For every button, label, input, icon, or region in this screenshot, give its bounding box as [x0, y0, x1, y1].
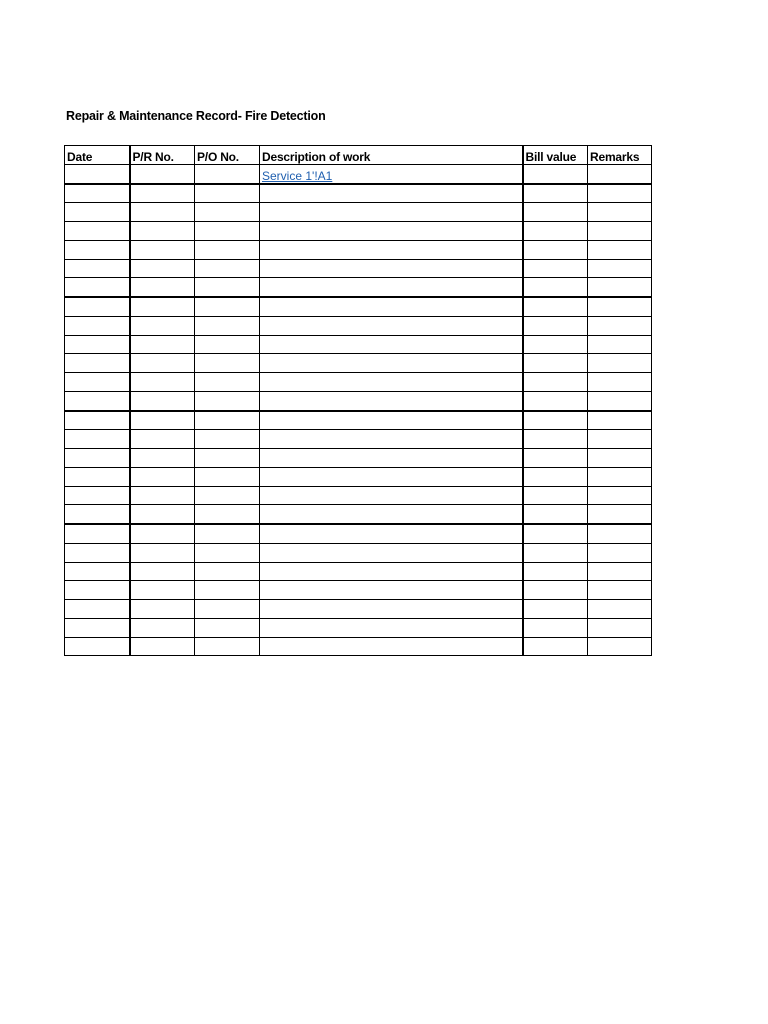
table-row: [65, 524, 652, 543]
cell-po-no: [195, 164, 260, 183]
cell-date: [65, 430, 130, 449]
cell-bill-value: [523, 240, 588, 259]
cell-date: [65, 259, 130, 278]
cell-pr-no: [130, 297, 195, 316]
cell-po-no: [195, 259, 260, 278]
cell-pr-no: [130, 222, 195, 241]
table-row: [65, 618, 652, 637]
cell-description: [260, 600, 523, 619]
cell-remarks: [588, 222, 652, 241]
cell-description: [260, 297, 523, 316]
table-row: [65, 637, 652, 656]
cell-remarks: [588, 637, 652, 656]
cell-date: [65, 203, 130, 222]
cell-bill-value: [523, 505, 588, 524]
cell-bill-value: [523, 562, 588, 581]
cell-bill-value: [523, 486, 588, 505]
cell-remarks: [588, 184, 652, 203]
cell-remarks: [588, 316, 652, 335]
table-row: [65, 543, 652, 562]
cell-po-no: [195, 562, 260, 581]
table-row: [65, 600, 652, 619]
cell-po-no: [195, 618, 260, 637]
table-row: [65, 411, 652, 430]
cell-pr-no: [130, 354, 195, 373]
cell-description: [260, 637, 523, 656]
cell-remarks: [588, 562, 652, 581]
cell-date: [65, 354, 130, 373]
cell-description: [260, 391, 523, 410]
cell-description: [260, 222, 523, 241]
cell-bill-value: [523, 637, 588, 656]
cell-bill-value: [523, 164, 588, 183]
cell-description: [260, 581, 523, 600]
cell-date: [65, 391, 130, 410]
cell-description: [260, 354, 523, 373]
cell-date: [65, 543, 130, 562]
header-pr-no: P/R No.: [130, 146, 195, 165]
cell-pr-no: [130, 581, 195, 600]
cell-remarks: [588, 505, 652, 524]
cell-bill-value: [523, 391, 588, 410]
cell-bill-value: [523, 354, 588, 373]
cell-remarks: [588, 581, 652, 600]
cell-description: [260, 486, 523, 505]
header-row: [65, 146, 652, 165]
cell-po-no: [195, 505, 260, 524]
cell-po-no: [195, 184, 260, 203]
cell-date: [65, 278, 130, 297]
cell-po-no: [195, 637, 260, 656]
cell-bill-value: [523, 222, 588, 241]
table-row: [65, 562, 652, 581]
maintenance-record-table: [64, 145, 652, 656]
cell-date: [65, 637, 130, 656]
cell-bill-value: [523, 297, 588, 316]
cell-bill-value: [523, 600, 588, 619]
cell-po-no: [195, 297, 260, 316]
cell-po-no: [195, 449, 260, 468]
cell-date: [65, 600, 130, 619]
table-row: [65, 259, 652, 278]
cell-pr-no: [130, 373, 195, 392]
cell-description: [260, 203, 523, 222]
table-row: [65, 297, 652, 316]
table-row: [65, 335, 652, 354]
cell-po-no: [195, 524, 260, 543]
cell-description: [260, 543, 523, 562]
cell-remarks: [588, 449, 652, 468]
cell-remarks: [588, 373, 652, 392]
cell-pr-no: [130, 524, 195, 543]
table-row: [65, 278, 652, 297]
header-bill-value: Bill value: [523, 146, 588, 165]
header-po-no: P/O No.: [195, 146, 260, 165]
table-row: [65, 505, 652, 524]
cell-description: [260, 562, 523, 581]
cell-description: [260, 278, 523, 297]
cell-po-no: [195, 486, 260, 505]
cell-po-no: [195, 430, 260, 449]
cell-po-no: [195, 203, 260, 222]
cell-remarks: [588, 618, 652, 637]
cell-description: [260, 449, 523, 468]
cell-description: [260, 240, 523, 259]
cell-date: [65, 486, 130, 505]
cell-remarks: [588, 467, 652, 486]
table-row: [65, 467, 652, 486]
table-row: [65, 486, 652, 505]
table-row: [65, 391, 652, 410]
cell-bill-value: [523, 581, 588, 600]
header-description: Description of work: [260, 146, 523, 165]
cell-date: [65, 335, 130, 354]
cell-bill-value: [523, 430, 588, 449]
cell-date: [65, 222, 130, 241]
table-row: [65, 222, 652, 241]
cell-bill-value: [523, 449, 588, 468]
cell-date: [65, 184, 130, 203]
cell-description: [260, 524, 523, 543]
cell-remarks: [588, 297, 652, 316]
cell-bill-value: [523, 411, 588, 430]
cell-bill-value: [523, 203, 588, 222]
table-row: [65, 184, 652, 203]
cell-remarks: [588, 278, 652, 297]
cell-pr-no: [130, 618, 195, 637]
table-row: [65, 581, 652, 600]
cell-date: [65, 524, 130, 543]
cell-po-no: [195, 581, 260, 600]
cell-pr-no: [130, 335, 195, 354]
cell-description: [260, 373, 523, 392]
cell-description: [260, 467, 523, 486]
cell-po-no: [195, 391, 260, 410]
cell-date: [65, 505, 130, 524]
cell-remarks: [588, 354, 652, 373]
cell-description: [260, 335, 523, 354]
cell-bill-value: [523, 543, 588, 562]
cell-date: [65, 581, 130, 600]
cell-pr-no: [130, 240, 195, 259]
cell-po-no: [195, 240, 260, 259]
cell-date: [65, 618, 130, 637]
cell-bill-value: [523, 335, 588, 354]
cell-po-no: [195, 467, 260, 486]
cell-bill-value: [523, 259, 588, 278]
cell-pr-no: [130, 600, 195, 619]
cell-remarks: [588, 411, 652, 430]
cell-date: [65, 449, 130, 468]
header-date: Date: [65, 146, 130, 165]
cell-remarks: [588, 240, 652, 259]
cell-date: [65, 240, 130, 259]
cell-description: [260, 316, 523, 335]
cell-pr-no: [130, 505, 195, 524]
cell-date: [65, 164, 130, 183]
cell-description: [260, 259, 523, 278]
cell-date: [65, 373, 130, 392]
cell-bill-value: [523, 467, 588, 486]
cell-pr-no: [130, 203, 195, 222]
cell-description: [260, 505, 523, 524]
cell-remarks: [588, 600, 652, 619]
cell-po-no: [195, 222, 260, 241]
cell-remarks: [588, 430, 652, 449]
cell-po-no: [195, 354, 260, 373]
cell-pr-no: [130, 637, 195, 656]
table-row: [65, 316, 652, 335]
cell-po-no: [195, 278, 260, 297]
table-row: [65, 164, 652, 183]
cell-pr-no: [130, 562, 195, 581]
cell-pr-no: [130, 486, 195, 505]
table-row: [65, 449, 652, 468]
cell-bill-value: [523, 373, 588, 392]
cell-pr-no: [130, 411, 195, 430]
page-title: Repair & Maintenance Record- Fire Detection: [66, 109, 326, 123]
table-row: [65, 354, 652, 373]
cell-date: [65, 467, 130, 486]
cell-pr-no: [130, 543, 195, 562]
cell-bill-value: [523, 524, 588, 543]
cell-pr-no: [130, 278, 195, 297]
cell-pr-no: [130, 430, 195, 449]
cell-po-no: [195, 543, 260, 562]
cell-pr-no: [130, 391, 195, 410]
cell-date: [65, 411, 130, 430]
cell-bill-value: [523, 278, 588, 297]
cell-bill-value: [523, 316, 588, 335]
cell-po-no: [195, 411, 260, 430]
cell-remarks: [588, 391, 652, 410]
table-body: [65, 164, 652, 656]
cell-po-no: [195, 316, 260, 335]
header-remarks: Remarks: [588, 146, 652, 165]
cell-remarks: [588, 524, 652, 543]
cell-description: [260, 184, 523, 203]
table-row: [65, 430, 652, 449]
cell-pr-no: [130, 164, 195, 183]
cell-description: [260, 164, 523, 183]
cell-pr-no: [130, 467, 195, 486]
cell-po-no: [195, 600, 260, 619]
cell-bill-value: [523, 618, 588, 637]
cell-pr-no: [130, 259, 195, 278]
cell-remarks: [588, 486, 652, 505]
description-link[interactable]: Service 1'!A1: [262, 168, 333, 183]
cell-date: [65, 297, 130, 316]
cell-description: [260, 430, 523, 449]
cell-date: [65, 562, 130, 581]
cell-pr-no: [130, 449, 195, 468]
cell-remarks: [588, 335, 652, 354]
cell-po-no: [195, 373, 260, 392]
cell-remarks: [588, 543, 652, 562]
table-row: [65, 373, 652, 392]
cell-remarks: [588, 259, 652, 278]
cell-bill-value: [523, 184, 588, 203]
cell-pr-no: [130, 184, 195, 203]
cell-date: [65, 316, 130, 335]
cell-remarks: [588, 203, 652, 222]
cell-po-no: [195, 335, 260, 354]
cell-description: [260, 618, 523, 637]
table-row: [65, 240, 652, 259]
cell-description: [260, 411, 523, 430]
cell-remarks: [588, 164, 652, 183]
cell-pr-no: [130, 316, 195, 335]
table-row: [65, 203, 652, 222]
